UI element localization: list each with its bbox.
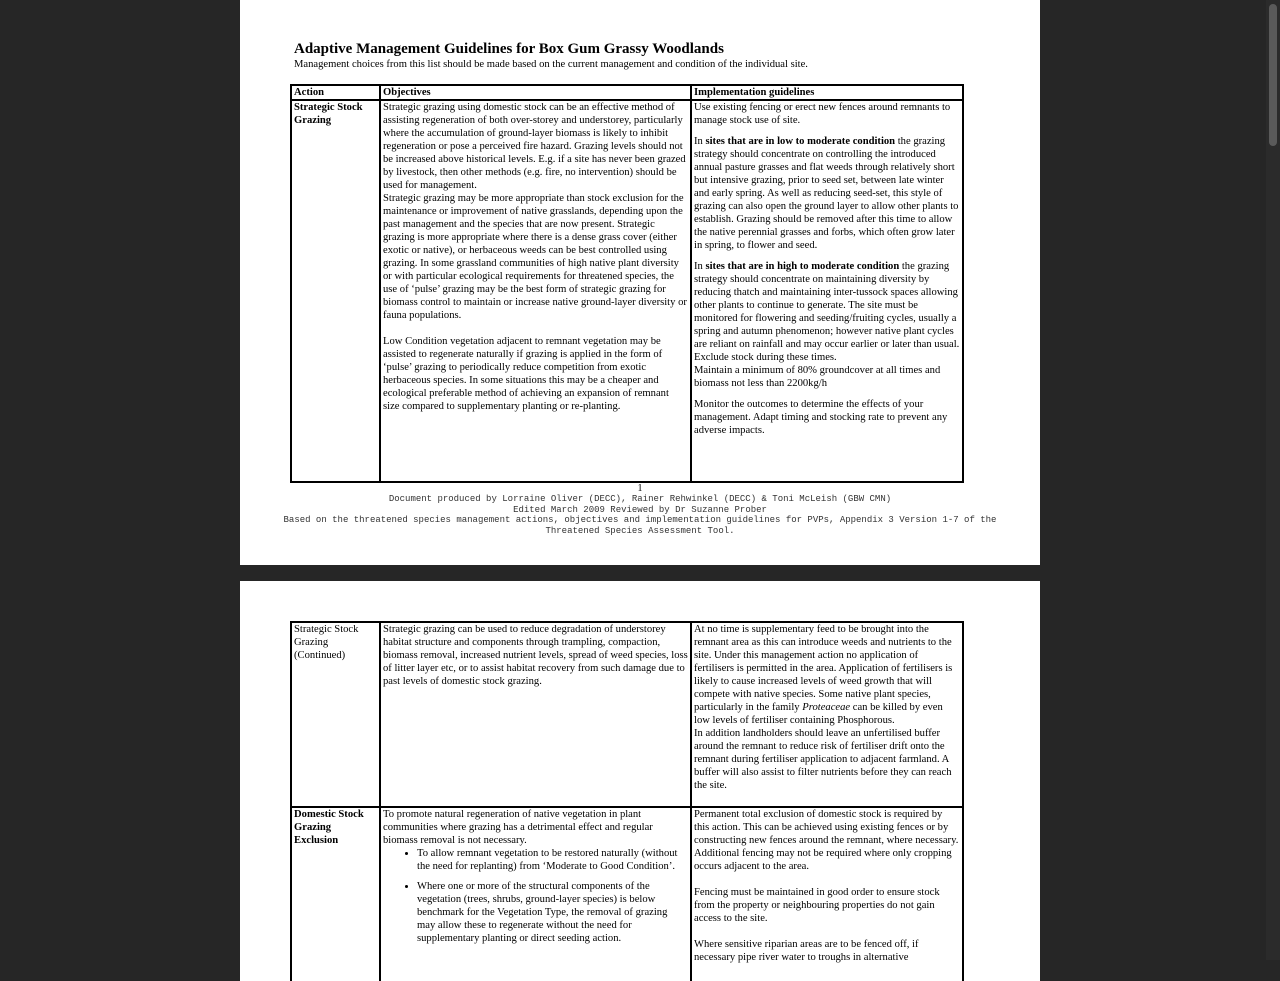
objectives-paragraph: Low Condition vegetation adjacent to remnant vegetation may be assisted to regenerate naturally if grazing is applied in the form of ‘pulse’ grazing to periodically reduce competition from exotic herbaceous species. In some situations this may be a cheaper and ecological preferable method of achieving an expansion of remnant size compared to supplementary planting or re-planting. [383, 336, 669, 412]
objectives-paragraph: Strategic grazing may be more appropriate than stock exclusion for the maintenance or improvement of native grasslands, depending upon the past management and the species that are now present. Strategic grazing is more appropriate where there is a dense grass cover (either exotic or native), or herbaceous weeds can be best controlled using grazing. In some grassland communities of high native plant diversity or with particular ecological requirements for threatened species, the use of ‘pulse’ grazing may be the best form of strategic grazing for biomass control to maintain or increase native ground-layer diversity or fauna populations. [383, 193, 687, 321]
guidelines-cell [691, 100, 963, 482]
objectives-cell: Strategic grazing can be used to reduce degradation of understorey habitat structure and components through trampling, compaction, biomass removal, increased nutrient levels, spread of weed species, loss of litter layer etc, or to assist habitat recovery from such damage due to past levels of domestic stock grazing. [380, 622, 691, 807]
document-title: Adaptive Management Guidelines for Box Gum Grassy Woodlands [294, 41, 724, 57]
document-subtitle: Management choices from this list should be made based on the current management and condition of the individual site. [294, 59, 808, 70]
guidelines-paragraph: Maintain a minimum of 80% groundcover at all times and biomass not less than 2200kg/h [694, 365, 941, 389]
guidelines-paragraph [694, 260, 960, 364]
guidelines-cell [691, 807, 963, 981]
action-cell: Domestic Stock Grazing Exclusion [291, 807, 380, 981]
guidelines-table [290, 84, 964, 483]
objectives-cell [380, 100, 691, 482]
objectives-paragraph: Strategic grazing using domestic stock can be an effective method of assisting regeneration of both over-storey and understorey, particularly where the accumulation of ground-layer biomass is likely to inhibit regeneration or pose a perceived fire hazard. Grazing levels should not be increased above historical levels. E.g. if a site has never been grazed by livestock, then other methods (e.g. fire, no intervention) should be used for management. [383, 102, 686, 191]
document-page-1 [240, 0, 1040, 565]
guidelines-paragraph: Use existing fencing or erect new fences around remnants to manage stock use of site. [694, 102, 951, 126]
footer-line: Document produced by Lorraine Oliver (DECC), Rainer Rehwinkel (DECC) & Toni McLeish (GBW CMN) [388, 494, 892, 504]
guidelines-paragraph: In addition landholders should leave an unfertilised buffer around the remnant to reduce risk of fertiliser drift onto the remnant during fertiliser application to adjacent farmland. A buffer will also assist to filter nutrients before they can reach the site. [694, 728, 952, 791]
objectives-bullet-list [383, 847, 688, 945]
list-item: • Where one or more of the structural components of the vegetation (trees, shrubs, ground-layer species) is below benchmark for the Vegetation Type, the removal of grazing may allow these to regenerate without the need for supplementary planting or direct seeding action. [417, 880, 688, 945]
table-row [291, 100, 963, 482]
page-footer [280, 494, 1000, 536]
footer-line: Based on the threatened species management actions, objectives and implementation guidelines for PVPs, Appendix 3 Version 1-7 of the Threatened Species Assessment Tool. [283, 515, 997, 536]
header-action: Action [291, 85, 380, 100]
text-run: the grazing strategy should concentrate on controlling the introduced annual pasture grasses and flat weeds through relatively short but intensive grazing, prior to seed set, between late winter and early spring. As well as reducing seed-set, this style of grazing can also open the ground layer to allow other plants to establish. Grazing should be removed after this time to allow the native perennial grasses and forbs, which often grow later in spring, to flower and seed. [694, 136, 959, 251]
table-row [291, 622, 963, 807]
guidelines-paragraph: Where sensitive riparian areas are to be fenced off, if necessary pipe river water to troughs in alternative [694, 939, 919, 963]
header-objectives: Objectives [380, 85, 691, 100]
document-page-2 [240, 581, 1040, 981]
action-cell: Strategic Stock Grazing (Continued) [291, 622, 380, 807]
text-run: At no time is supplementary feed to be brought into the remnant area as this can introduce weeds and nutrients to the site. Under this management action no application of fertilisers is permitted in the area. Application of fertilisers is likely to cause increased levels of weed growth that will compete with native species. Some native plant species, particularly in the family [694, 624, 953, 713]
footer-line: Edited March 2009 Reviewed by Dr Suzanne Prober [513, 504, 767, 515]
guidelines-paragraph: Permanent total exclusion of domestic stock is required by this action. This can be achieved using existing fences or by constructing new fences around the remnant, where necessary. Additional fencing may not be required where only cropping occurs adjacent to the area. [694, 809, 959, 872]
text-run: In [694, 261, 706, 272]
action-cell: Strategic Stock Grazing [291, 100, 380, 482]
guidelines-table-continued [290, 621, 964, 981]
objectives-paragraph: To promote natural regeneration of native vegetation in plant communities where grazing has a detrimental effect and regular biomass removal is not necessary. [383, 809, 653, 846]
guidelines-cell [691, 622, 963, 807]
header-implementation-guidelines: Implementation guidelines [691, 85, 963, 100]
text-run: the grazing strategy should concentrate on maintaining diversity by reducing thatch and maintaining inter-tussock spaces allowing other plants to continue to generate. The site must be monitored for flowering and seeding/fruiting cycles, usually a spring and autumn phenomenon; however native plant cycles are reliant on rainfall and may occur earlier or later than usual. Exclude stock during these times. [694, 261, 960, 363]
guidelines-paragraph: Monitor the outcomes to determine the effects of your management. Adapt timing and stocking rate to prevent any adverse impacts. [694, 399, 948, 436]
text-run: can be killed by even low levels of fertiliser containing Phosphorous. [694, 702, 943, 726]
guidelines-paragraph [694, 135, 960, 252]
page-number: 1 [637, 483, 643, 494]
table-row [291, 807, 963, 981]
emphasis-text: sites that are in high to moderate condition [705, 261, 900, 272]
guidelines-paragraph [694, 623, 960, 727]
text-run: In [694, 136, 706, 147]
italic-text: Proteaceae [802, 702, 851, 713]
guidelines-paragraph: Fencing must be maintained in good order to ensure stock from the property or neighbouring properties do not gain access to the site. [694, 887, 940, 924]
objectives-cell [380, 807, 691, 981]
vertical-scrollbar[interactable] [1266, 0, 1280, 960]
emphasis-text: sites that are in low to moderate condition [705, 136, 896, 147]
table-header-row [291, 85, 963, 100]
list-item: • To allow remnant vegetation to be restored naturally (without the need for replanting) from ‘Moderate to Good Condition’. [417, 847, 688, 873]
scrollbar-thumb[interactable] [1269, 4, 1277, 146]
